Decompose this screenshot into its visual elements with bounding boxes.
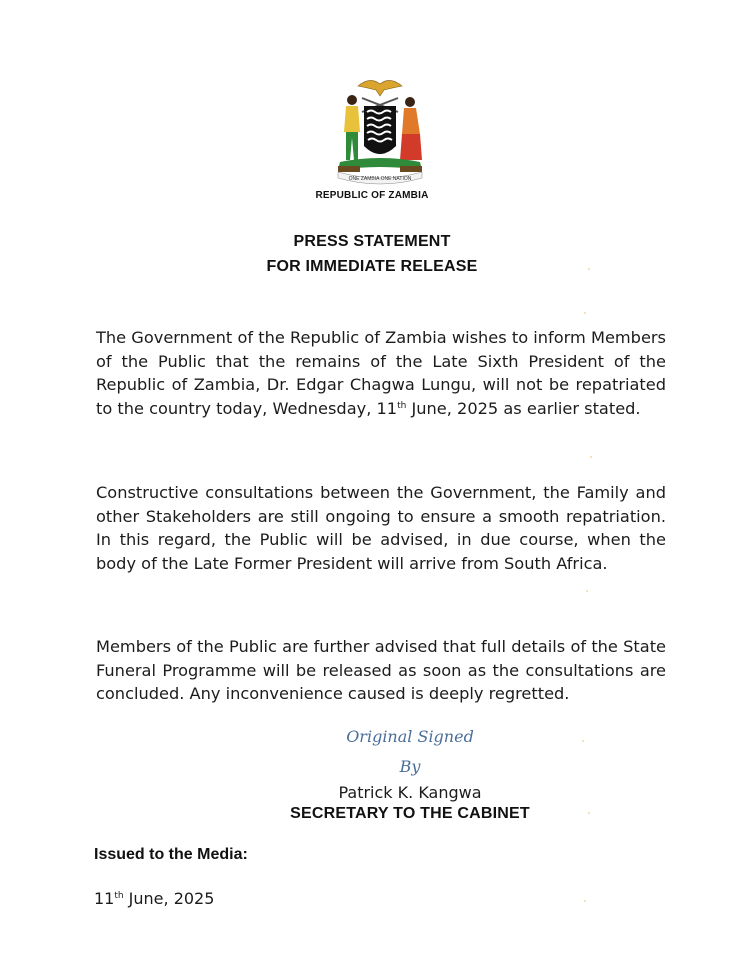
- coat-of-arms-emblem: [318, 72, 442, 190]
- issue-date-rest: June, 2025: [123, 889, 215, 908]
- paragraph-2: Constructive consultations between the Government, the Family and other Stakeholders are still ongoing to ensure a smooth repatriation. In this regard, the Public will be advised, in due course, when the body of the Late Former President will arrive from South Africa.: [96, 483, 666, 573]
- signatory-name: Patrick K. Kangwa: [338, 783, 482, 802]
- issue-date: [94, 889, 214, 908]
- issue-date-ordinal: th: [114, 891, 124, 901]
- emblem-motto-text: ONE ZAMBIA ONE NATION: [348, 176, 412, 182]
- paragraph-1-text-end: June, 2025 as earlier stated.: [406, 398, 641, 418]
- by-note: By: [399, 757, 421, 776]
- scan-speck: [590, 456, 592, 458]
- scan-speck: [582, 740, 584, 742]
- scan-speck: [586, 590, 588, 592]
- scan-speck: [588, 268, 590, 270]
- issued-to-media-label: Issued to the Media:: [94, 846, 248, 863]
- document-subtitle: FOR IMMEDIATE RELEASE: [266, 258, 478, 275]
- emblem-caption: REPUBLIC OF ZAMBIA: [315, 190, 429, 201]
- document-title: PRESS STATEMENT: [293, 233, 451, 250]
- signatory-title: SECRETARY TO THE CABINET: [290, 805, 530, 822]
- issue-date-day: 11: [94, 889, 115, 908]
- paragraph-3: Members of the Public are further advised that full details of the State Funeral Programme will be released as soon as the consultations are concluded. Any inconvenience caused is deeply regretted.: [96, 637, 666, 703]
- scan-speck: [588, 812, 590, 814]
- scan-speck: [584, 312, 586, 314]
- scan-speck: [584, 900, 586, 902]
- paragraph-1-text: The Government of the Republic of Zambia wishes to inform Members of the Public that the remains of the Late Sixth President of the Republic of Zambia, Dr. Edgar Chagwa Lungu, will not be repatriated to the country today, Wednesday, 11: [96, 328, 666, 418]
- paragraph-1: [96, 326, 666, 420]
- paragraph-1-ordinal: th: [397, 400, 407, 411]
- original-signed-note: Original Signed: [346, 727, 474, 746]
